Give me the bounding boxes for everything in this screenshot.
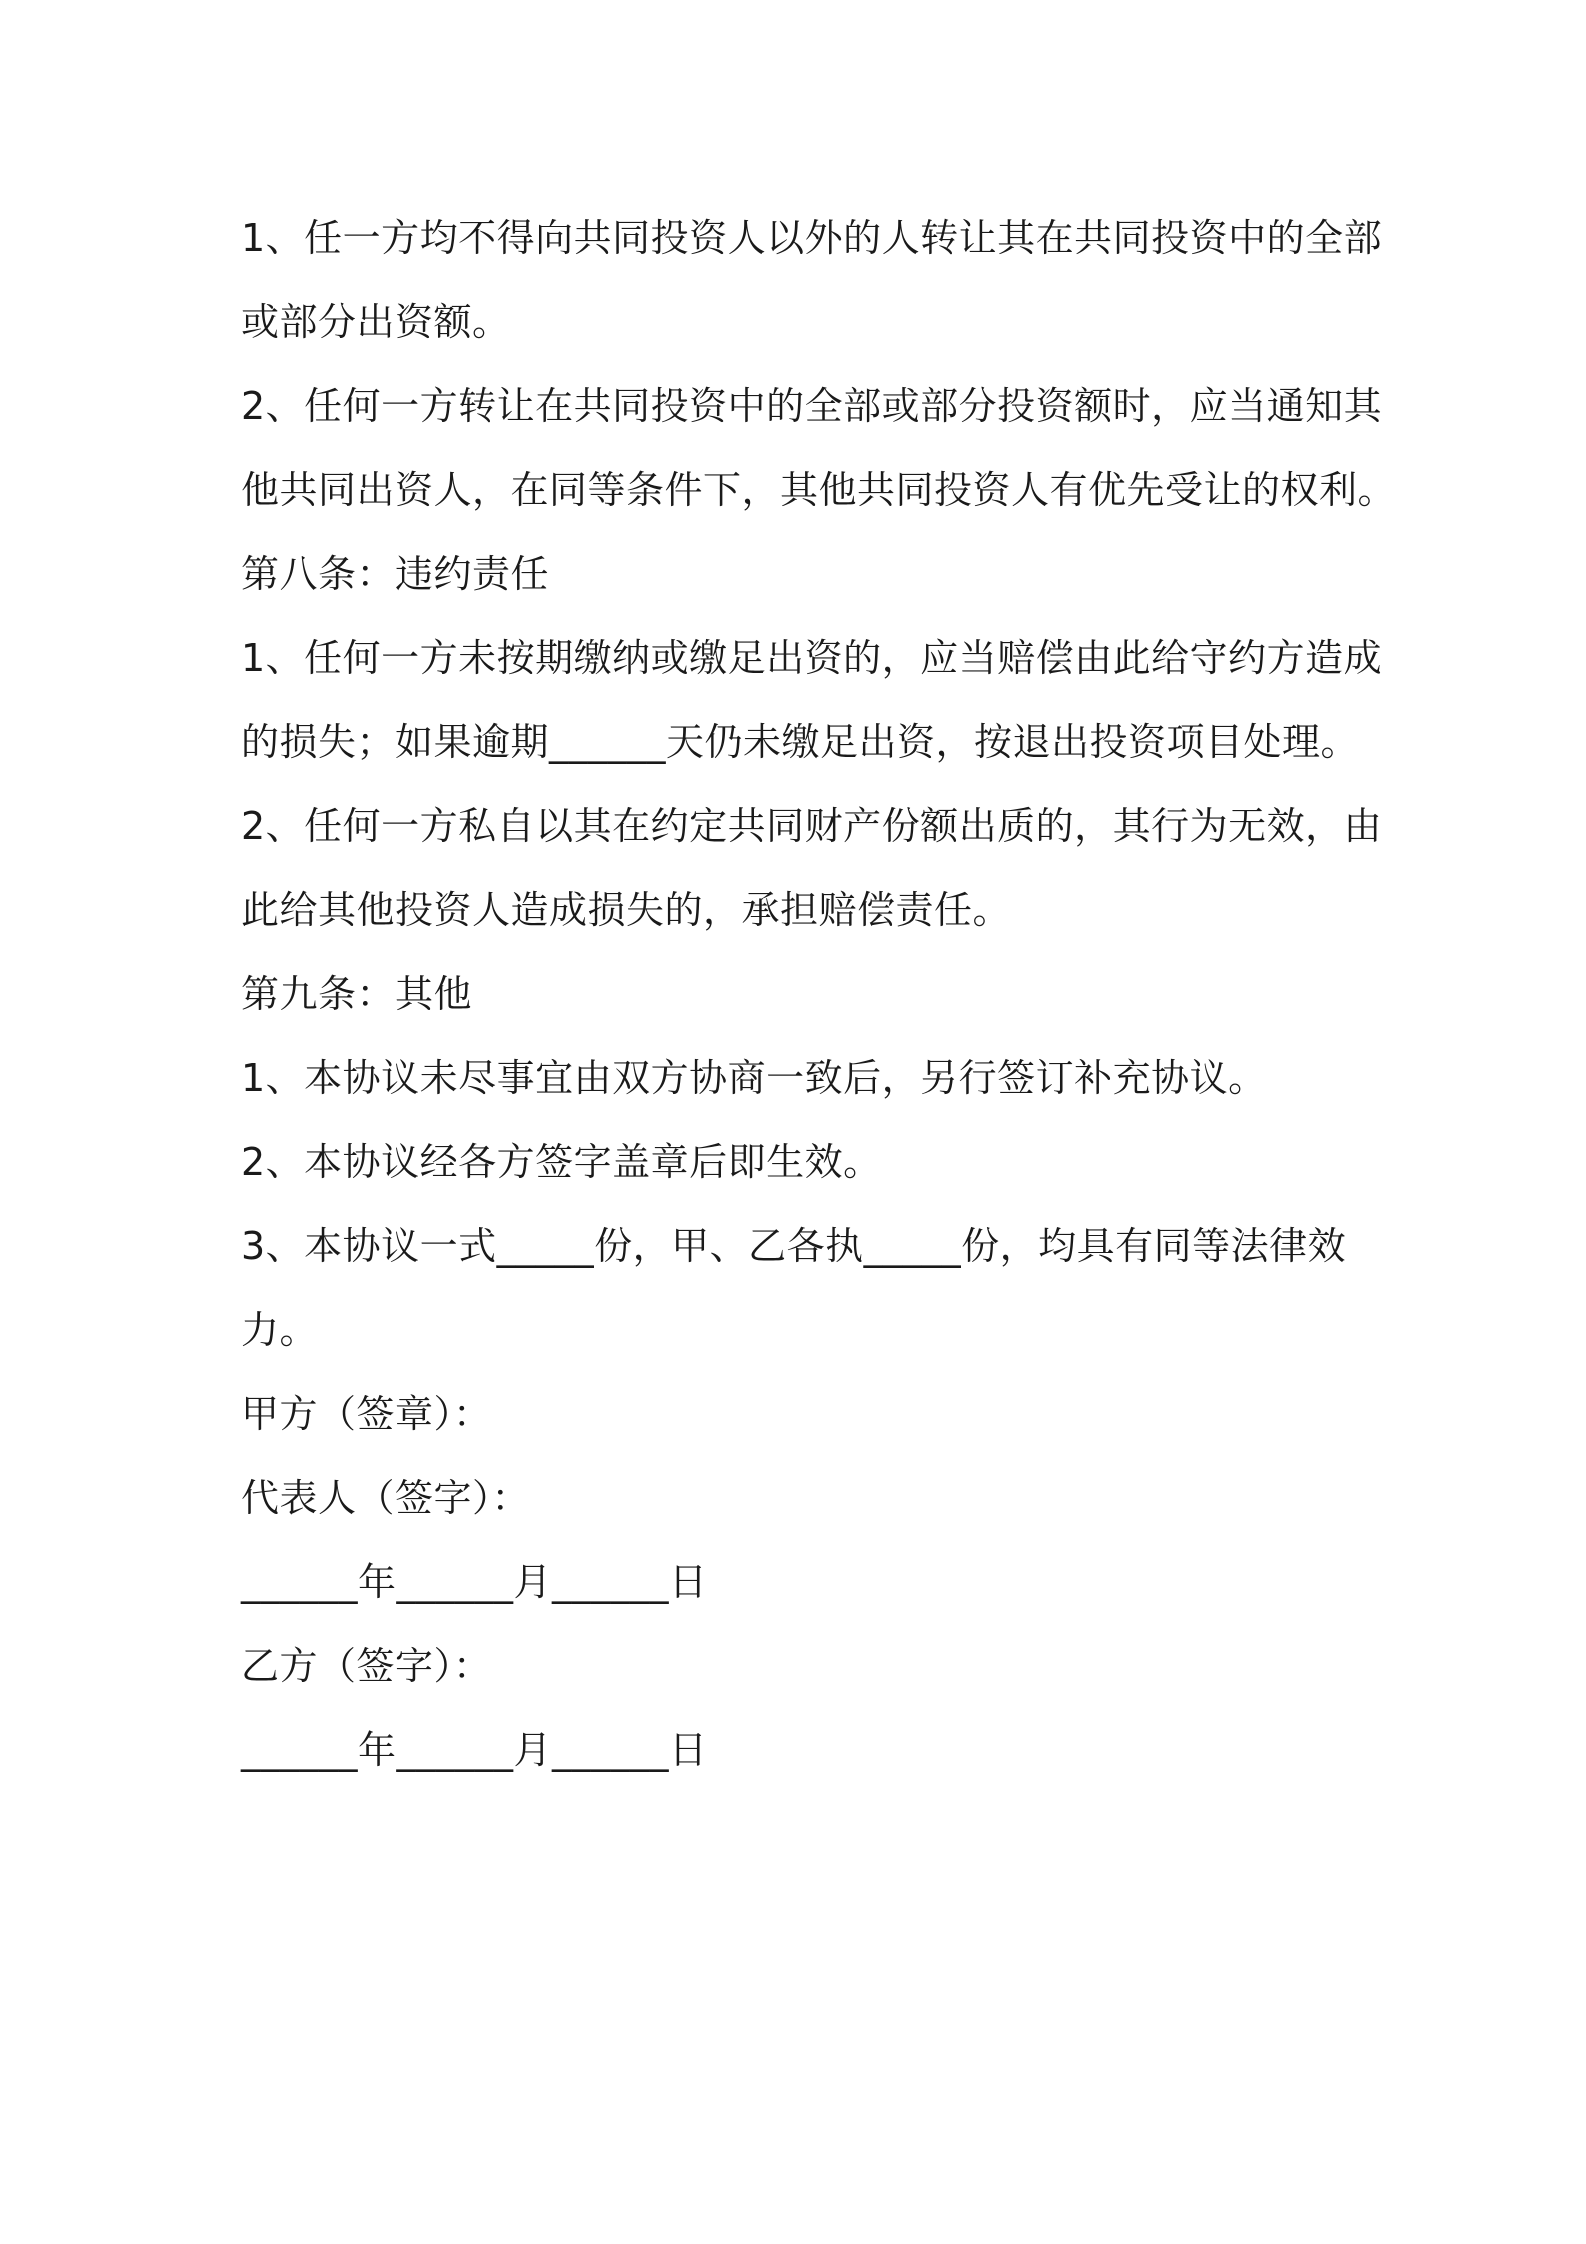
article7-clause2-line2: 他共同出资人，在同等条件下，其他共同投资人有优先受让的权利。	[241, 468, 1397, 512]
article8-heading: 第八条：违约责任	[241, 552, 550, 596]
article8-clause1-line1: 1、任何一方未按期缴纳或缴足出资的，应当赔偿由此给守约方造成	[241, 636, 1383, 680]
party-b-signature-label: 乙方（签字）：	[241, 1644, 492, 1688]
article9-heading: 第九条：其他	[241, 972, 473, 1016]
document-body	[241, 196, 1397, 1792]
article9-clause3-line2: 力。	[241, 1308, 319, 1352]
party-a-seal-label: 甲方（签章）：	[241, 1392, 492, 1436]
article7-clause2-line1: 2、任何一方转让在共同投资中的全部或部分投资额时，应当通知其	[241, 384, 1383, 428]
article7-clause1-line1: 1、任一方均不得向共同投资人以外的人转让其在共同投资中的全部	[241, 216, 1383, 260]
party-a-date-line: ______年______月______日	[241, 1560, 708, 1604]
article9-clause3-line1: 3、本协议一式_____份，甲、乙各执_____份，均具有同等法律效	[241, 1224, 1347, 1268]
article8-clause1-line2: 的损失；如果逾期______天仍未缴足出资，按退出投资项目处理。	[241, 720, 1360, 764]
representative-signature-label: 代表人（签字）：	[241, 1476, 531, 1520]
article7-clause1-line2: 或部分出资额。	[241, 300, 511, 344]
article8-clause2-line1: 2、任何一方私自以其在约定共同财产份额出质的，其行为无效，由	[241, 804, 1383, 848]
article8-clause2-line2: 此给其他投资人造成损失的，承担赔偿责任。	[241, 888, 1012, 932]
article9-clause2: 2、本协议经各方签字盖章后即生效。	[241, 1140, 882, 1184]
article9-clause1: 1、本协议未尽事宜由双方协商一致后，另行签订补充协议。	[241, 1056, 1267, 1100]
party-b-date-line: ______年______月______日	[241, 1728, 708, 1772]
